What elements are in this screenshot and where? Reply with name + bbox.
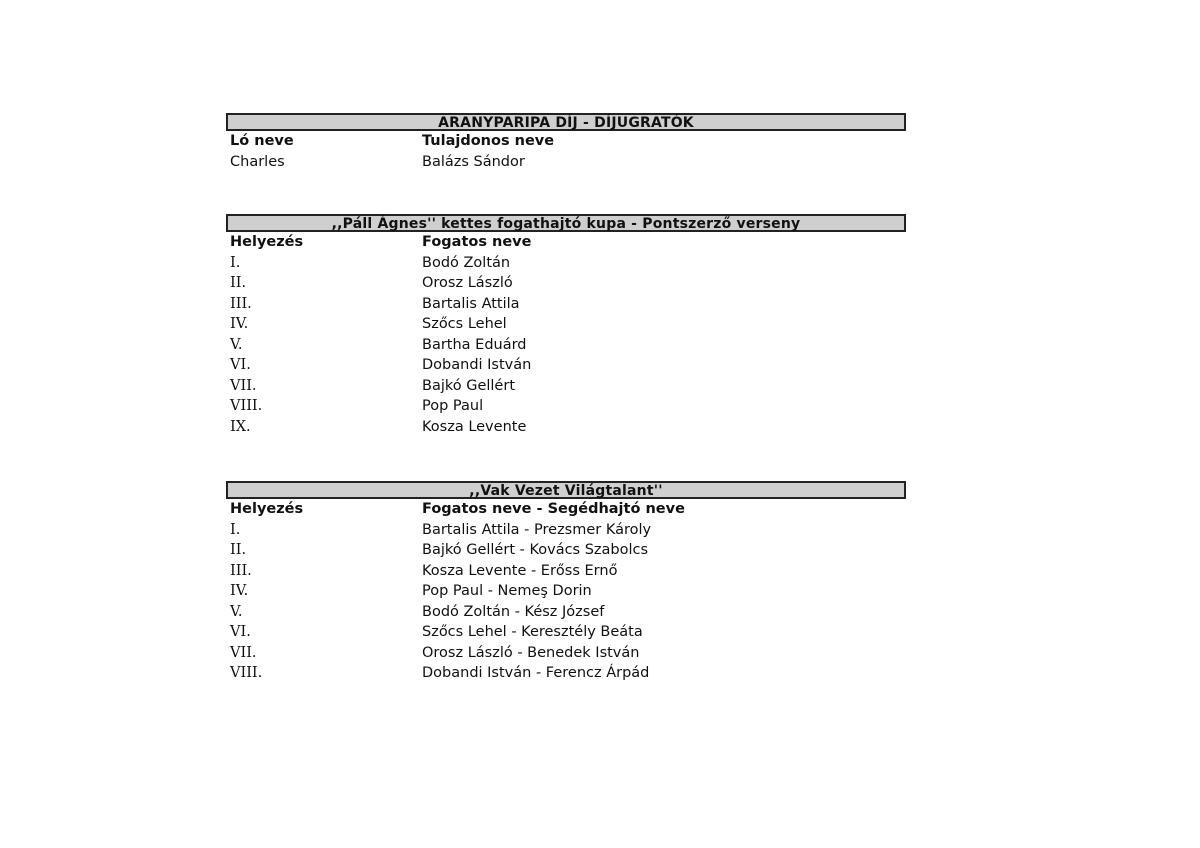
placement: III. xyxy=(230,295,252,312)
column-header-driver: Fogatos neve xyxy=(422,234,532,251)
section-pall-agnes-kupa xyxy=(226,214,906,437)
placement: VIII. xyxy=(230,665,263,682)
table-row xyxy=(226,314,906,335)
section-vak-vezet-vilagtalant xyxy=(226,481,906,684)
owner-name: Balázs Sándor xyxy=(422,153,525,170)
table-row xyxy=(226,581,906,602)
table-row xyxy=(226,396,906,417)
column-header-owner: Tulajdonos neve xyxy=(422,133,555,150)
placement: VI. xyxy=(230,357,251,374)
table-row xyxy=(226,335,906,356)
table-row xyxy=(226,622,906,643)
driver-name: Bajkó Gellért xyxy=(422,377,516,394)
placement: IX. xyxy=(230,418,251,435)
table-row xyxy=(226,355,906,376)
driver-name: Pop Paul xyxy=(422,398,484,415)
placement: VII. xyxy=(230,644,257,661)
table-row xyxy=(226,602,906,623)
placement: I. xyxy=(230,521,241,538)
table-header xyxy=(226,232,906,253)
placement: VIII. xyxy=(230,398,263,415)
table-row xyxy=(226,376,906,397)
placement: II. xyxy=(230,542,247,559)
table-header xyxy=(226,131,906,152)
table-row xyxy=(226,663,906,684)
driver-pair: Bajkó Gellért - Kovács Szabolcs xyxy=(422,542,649,559)
table-row xyxy=(226,561,906,582)
section-title: ARANYPARIPA DÍJ - DÍJUGRATÓK xyxy=(226,113,906,131)
placement: VII. xyxy=(230,377,257,394)
column-header-placement: Helyezés xyxy=(230,501,304,518)
table-row xyxy=(226,152,906,173)
placement: III. xyxy=(230,562,252,579)
driver-pair: Bartalis Attila - Prezsmer Károly xyxy=(422,521,652,538)
table-header xyxy=(226,499,906,520)
driver-name: Bodó Zoltán xyxy=(422,254,511,271)
driver-pair: Pop Paul - Nemeş Dorin xyxy=(422,583,592,600)
driver-pair: Szőcs Lehel - Keresztély Beáta xyxy=(422,624,643,641)
placement: IV. xyxy=(230,316,249,333)
table-row xyxy=(226,417,906,438)
driver-name: Dobandi István xyxy=(422,357,532,374)
placement: V. xyxy=(230,336,243,353)
placement: IV. xyxy=(230,583,249,600)
section-title: ,,Páll Ágnes'' kettes fogathajtó kupa - Pontszerző verseny xyxy=(226,214,906,232)
table-row xyxy=(226,540,906,561)
driver-name: Orosz László xyxy=(422,275,513,292)
table-row xyxy=(226,294,906,315)
placement: II. xyxy=(230,275,247,292)
driver-name: Bartha Eduárd xyxy=(422,336,527,353)
driver-name: Kosza Levente xyxy=(422,418,527,435)
section-aranyparipa xyxy=(226,113,906,172)
column-header-horse: Ló neve xyxy=(230,133,294,150)
column-header-placement: Helyezés xyxy=(230,234,304,251)
driver-pair: Orosz László - Benedek István xyxy=(422,644,640,661)
placement: I. xyxy=(230,254,241,271)
driver-name: Bartalis Attila xyxy=(422,295,520,312)
horse-name: Charles xyxy=(230,153,285,170)
section-title: ,,Vak Vezet Világtalant'' xyxy=(226,481,906,499)
column-header-driver-codriver: Fogatos neve - Segédhajtó neve xyxy=(422,501,685,518)
driver-pair: Bodó Zoltán - Kész József xyxy=(422,603,605,620)
placement: VI. xyxy=(230,624,251,641)
placement: V. xyxy=(230,603,243,620)
driver-pair: Kosza Levente - Erőss Ernő xyxy=(422,562,618,579)
table-row xyxy=(226,273,906,294)
table-row xyxy=(226,253,906,274)
driver-name: Szőcs Lehel xyxy=(422,316,507,333)
table-row xyxy=(226,520,906,541)
table-row xyxy=(226,643,906,664)
driver-pair: Dobandi István - Ferencz Árpád xyxy=(422,665,650,682)
